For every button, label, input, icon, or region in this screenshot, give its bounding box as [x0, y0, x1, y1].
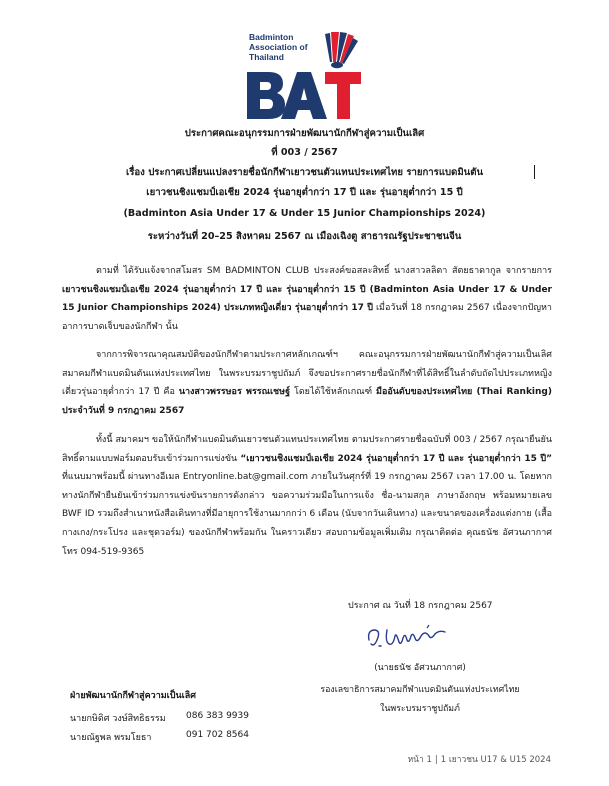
logo-line2: Association of: [249, 42, 308, 52]
footer-page-number: หน้า 1: [407, 755, 432, 765]
footer-doc-ref: 1 เยาวชน U17 & U15 2024: [440, 755, 551, 765]
event-dates-value: 20–25 สิงหาคม 2567 ณ เมืองเฉิงตู สาธารณรัฐประชาชนจีน: [201, 231, 462, 242]
announce-date: ประกาศ ณ วันที่ 18 กรกฎาคม 2567: [348, 601, 493, 611]
announcement-subject: เรื่อง ประกาศเปลี่ยนแปลงรายชื่อนักกีฬาเยาวชนตัวแทนประเทศไทย รายการแบดมินตัน: [125, 167, 484, 178]
text-cursor-mark: [534, 165, 535, 179]
p3-text-d: Entryonline.bat@gmail.com ภายในวันศุกร์ที่ 19 กรกฎาคม 2567 เวลา 17.00 น. โดยหากทางนักกีฬายืนยันเข้าร่วมการแข่งขันรายการดังกล่าว ขอความร่วมมือในการแจ้ง ชื่อ-นามสกุล ภาษาอังกฤษ พร้อมหมายเลข BWF ID รวมถึงสำเนาหนังสือเดินทางที่มีอายุการใช้งานมากกว่า 6 เดือน (นับจากวันเดินทาง) และขนาดของเครื่องแต่งกาย (เสื้อ กางเกง/กระโปรง และชุดวอร์ม) ของนักกีฬาพร้อมกัน ในคราวเดียว สอบถามข้อมูลเพิ่มเติม กรุณาติดต่อ คุณธนัช อัศวนภากาศ โทร 094-519-9365: [62, 472, 552, 557]
signer-name: (นายธนัช อัศวนภากาศ): [374, 663, 466, 673]
p1-text-a: ตามที่ ได้รับแจ้งจากสโมสร SM BADMINTON CLUB ประสงค์ขอสละสิทธิ์ นางสาวลลิตา สัตยธาดากูล จากรายการ: [96, 266, 552, 276]
contact-phone: 086 383 9939: [186, 711, 249, 721]
logo-line1: Badminton: [249, 32, 294, 42]
p3-event-quote: “เยาวชนชิงแชมป์เอเชีย 2024 รุ่นอายุต่ำกว่า 17 ปี และ รุ่นอายุต่ำกว่า 15 ปี”: [240, 453, 552, 464]
contact-name: นายกษิดิศ วงษ์สิทธิธรรม: [70, 714, 166, 724]
bat-logo-graphic: [243, 28, 365, 124]
signature-image: [365, 622, 453, 652]
page-footer: [408, 752, 551, 766]
announcement-number: ที่ 003 / 2567: [271, 147, 338, 158]
contact-phone: 091 702 8564: [186, 730, 249, 740]
logo-wordmark: [247, 72, 361, 119]
contact-name: นายณัฐพล พรมโยธา: [70, 733, 152, 743]
signer-title-suffix: ในพระบรมราชูปถัมภ์: [380, 704, 460, 714]
paragraph-withdrawal: [62, 262, 552, 336]
contact-department: ฝ่ายพัฒนานักกีฬาสู่ความเป็นเลิศ: [70, 691, 196, 701]
logo-line3: Thailand: [249, 52, 284, 62]
p1-text-c: เมื่อวันที่ 18 กรกฎาคม 2567 เนื่องจากปัญหาอาการบาดเจ็บของนักกีฬา นั้น: [62, 303, 552, 332]
event-name-english: (Badminton Asia Under 17 & Under 15 Junior Championships 2024): [123, 208, 486, 219]
p2-player-name: นางสาวพรรษอร พรรณเชษฐ์: [178, 387, 291, 398]
contact-row: [70, 730, 249, 744]
p3-text-c: ที่แนบมาพร้อมนี้ ผ่านทางอีเมล: [62, 472, 180, 483]
p2-ranking-ref: มืออันดับของประเทศไทย (Thai Ranking) ประจำวันที่ 9 กรกฎาคม 2567: [62, 387, 552, 416]
contact-row: [70, 711, 249, 725]
event-dates-label: ระหว่างวันที่: [147, 231, 199, 242]
bat-logo: [243, 28, 365, 124]
signer-title: รองเลขาธิการสมาคมกีฬาแบดมินตันแห่งประเทศไทย: [320, 685, 520, 695]
paragraph-confirmation: [62, 431, 552, 561]
p2-text-c: โดยได้ใช้หลักเกณฑ์: [290, 387, 373, 398]
p2-text-a: จากการพิจารณาคุณสมบัติของนักกีฬาตามประกาศหลักเกณฑ์ฯ คณะอนุกรรมการฝ่ายพัฒนานักกีฬาสู่ความเป็นเลิศ สมาคมกีฬาแบดมินตันแห่งประเทศไทย ในพระบรมราชูปถัมภ์ จึงขอประกาศรายชื่อนักกีฬาที่ได้สิทธิ์ในลำดับถัดไปประเภทหญิงเดี่ยวรุ่นอายุต่ำกว่า 17 ปี คือ: [62, 350, 552, 398]
p3-text-a: ทั้งนี้ สมาคมฯ ขอให้นักกีฬาแบดมินตันเยาวชนตัวแทนประเทศไทย ตามประกาศรายชื่อฉบับที่ 003 / 2567 กรุณายืนยันสิทธิ์ตามแบบฟอร์มตอบรับเข้าร่วมการแข่งขัน: [62, 435, 552, 464]
event-name-thai: เยาวชนชิงแชมป์เอเชีย 2024 รุ่นอายุต่ำกว่า 17 ปี และ รุ่นอายุต่ำกว่า 15 ปี: [146, 187, 463, 198]
paragraph-replacement: [62, 346, 552, 420]
announcement-title: ประกาศคณะอนุกรรมการฝ่ายพัฒนานักกีฬาสู่ความเป็นเลิศ: [184, 128, 425, 139]
footer-separator: |: [434, 755, 438, 765]
event-dates: [60, 230, 549, 243]
p1-text-b: เยาวชนชิงแชมป์เอเชีย 2024 รุ่นอายุต่ำกว่า 17 ปี และ รุ่นอายุต่ำกว่า 15 ปี (Badminton Asia Under 17 & Under 15 Junior Championships 2024) ประเภทหญิงเดี่ยว รุ่นอายุต่ำกว่า 17 ปี: [62, 284, 552, 314]
shuttlecock-icon: [325, 32, 358, 68]
